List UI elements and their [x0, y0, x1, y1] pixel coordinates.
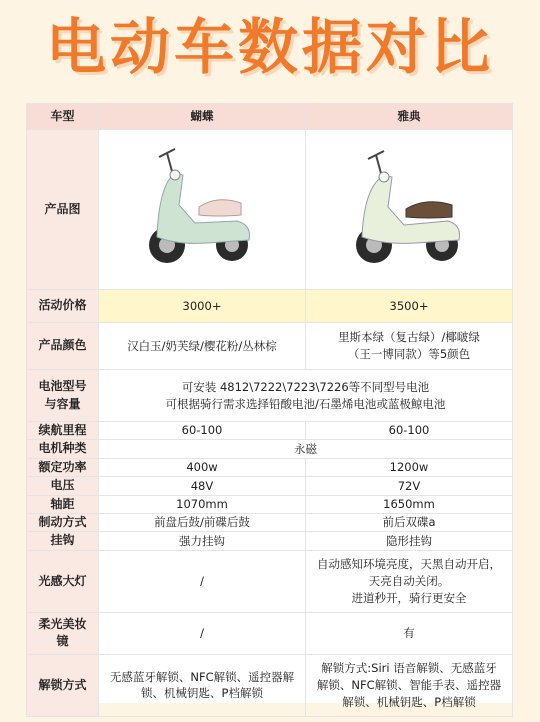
price-b: 3500+ — [306, 290, 513, 323]
battery-value — [99, 370, 513, 422]
brake-a: 前盘后鼓/前碟后鼓 — [99, 513, 306, 531]
battery-label-line2: 与容量 — [44, 396, 81, 411]
price-row — [27, 290, 513, 323]
light-b — [306, 550, 513, 612]
mirror-b: 有 — [306, 612, 513, 654]
mirror-a: / — [99, 612, 306, 654]
mirror-label-line1: 柔光美妆 — [38, 616, 87, 631]
light-b-line1: 自动感知环境亮度，天黑自动开启， — [317, 557, 501, 572]
color-a: 汉白玉/奶芙绿/樱花粉/丛林棕 — [99, 323, 306, 370]
unlock-a — [99, 654, 306, 716]
light-a: / — [99, 550, 306, 612]
motor-row — [27, 440, 513, 458]
color-b-line1: 里斯本绿（复古绿）/椰啵绿 — [338, 330, 480, 345]
range-b: 60-100 — [306, 422, 513, 440]
range-label: 续航里程 — [27, 422, 99, 440]
unlock-row — [27, 654, 513, 716]
hook-row — [27, 532, 513, 550]
unlock-a-line2: 锁、机械钥匙、P档解锁 — [141, 686, 263, 701]
unlock-a-line1: 无感蓝牙解锁、NFC解锁、遥控器解 — [109, 669, 295, 684]
comparison-table — [26, 103, 512, 709]
image-row — [27, 130, 513, 290]
power-row — [27, 458, 513, 476]
mirror-label — [27, 612, 99, 654]
image-row-label: 产品图 — [27, 130, 99, 290]
unlock-b-line2: 解锁、NFC解锁、智能手表、遥控器 — [316, 677, 502, 692]
color-b-line2: （王一博同款）等5颜色 — [347, 347, 471, 361]
light-row — [27, 550, 513, 612]
power-a: 400w — [99, 458, 306, 476]
battery-row — [27, 370, 513, 422]
hook-b: 隐形挂钩 — [306, 532, 513, 550]
model-b-name: 雅典 — [306, 104, 513, 130]
brake-label: 制动方式 — [27, 513, 99, 531]
light-b-line2: 天亮自动关闭。 — [368, 573, 450, 588]
range-row — [27, 422, 513, 440]
wheelbase-a: 1070mm — [99, 495, 306, 513]
light-label: 光感大灯 — [27, 550, 99, 612]
power-b: 1200w — [306, 458, 513, 476]
color-label: 产品颜色 — [27, 323, 99, 370]
motor-label: 电机种类 — [27, 440, 99, 458]
battery-label — [27, 370, 99, 422]
battery-line2: 可根据骑行需求选择铅酸电池/石墨烯电池或蓝极鲸电池 — [165, 396, 446, 411]
header-row — [27, 104, 513, 130]
mirror-row — [27, 612, 513, 654]
mirror-label-line2: 镜 — [56, 634, 69, 649]
price-a: 3000+ — [99, 290, 306, 323]
hook-label: 挂钩 — [27, 532, 99, 550]
color-row — [27, 323, 513, 370]
range-a: 60-100 — [99, 422, 306, 440]
scooter-a-image — [137, 145, 267, 275]
voltage-row — [27, 477, 513, 495]
power-label: 额定功率 — [27, 458, 99, 476]
battery-label-line1: 电池型号 — [38, 379, 87, 394]
price-label: 活动价格 — [27, 290, 99, 323]
header-label: 车型 — [27, 104, 99, 130]
scooter-b-image — [344, 145, 474, 275]
motor-value: 永磁 — [99, 440, 513, 458]
wheelbase-label: 轴距 — [27, 495, 99, 513]
battery-line1: 可安装 4812\7222\7223\7226等不同型号电池 — [181, 379, 430, 394]
wheelbase-row — [27, 495, 513, 513]
brake-b: 前后双碟a — [306, 513, 513, 531]
brake-row — [27, 513, 513, 531]
color-b — [306, 323, 513, 370]
model-b-image — [306, 130, 513, 290]
light-b-line3: 进道秒开，骑行更安全 — [351, 590, 467, 605]
unlock-b — [306, 654, 513, 716]
model-a-name: 蝴蝶 — [99, 104, 306, 130]
voltage-a: 48V — [99, 477, 306, 495]
unlock-b-line3: 解锁、机械钥匙、P档解锁 — [342, 694, 476, 709]
hook-a: 强力挂钩 — [99, 532, 306, 550]
wheelbase-b: 1650mm — [306, 495, 513, 513]
voltage-b: 72V — [306, 477, 513, 495]
voltage-label: 电压 — [27, 477, 99, 495]
page-title: 电动车数据对比 — [46, 13, 494, 83]
unlock-b-line1: 解锁方式:Siri 语音解锁、无感蓝牙 — [321, 661, 497, 676]
model-a-image — [99, 130, 306, 290]
unlock-label: 解锁方式 — [27, 654, 99, 716]
